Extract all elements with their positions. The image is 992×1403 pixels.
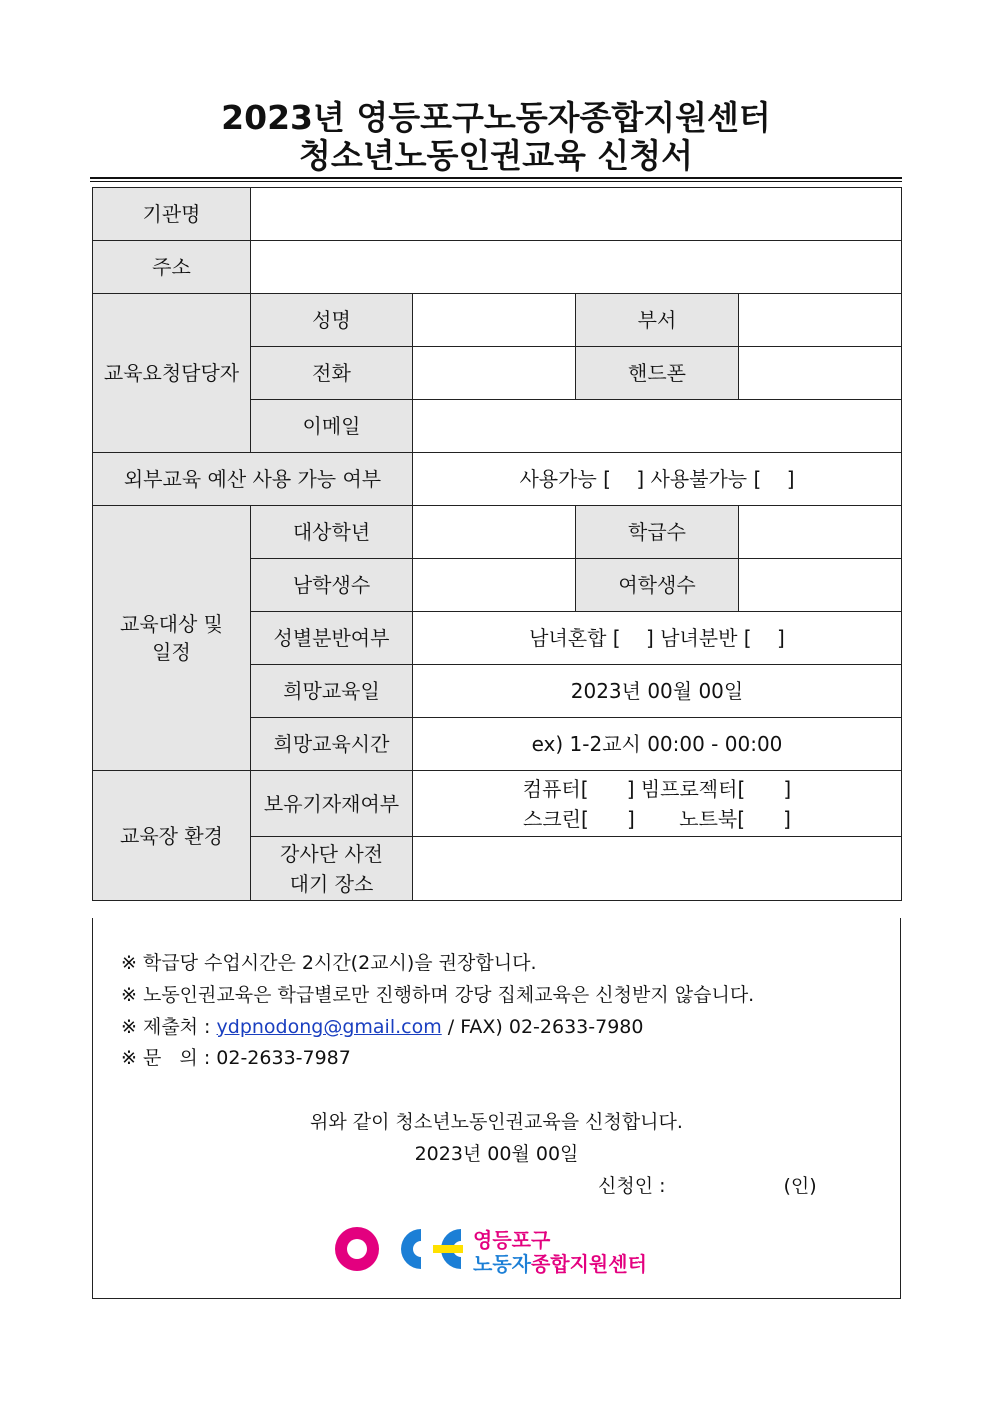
waiting-label-line1: 강사단 사전 — [280, 841, 383, 866]
equipment-options[interactable] — [413, 771, 902, 837]
logo-text-line1: 영등포구 — [473, 1228, 551, 1252]
center-logo — [333, 1223, 653, 1283]
budget-options[interactable]: 사용가능 [ ] 사용불가능 [ ] — [413, 453, 902, 506]
note-inquiry: ※ 문 의 : 02-2633-7987 — [121, 1047, 351, 1069]
org-label: 기관명 — [93, 188, 251, 241]
equipment-line1: 컴퓨터[ ] 빔프로젝터[ ] — [522, 776, 792, 801]
logo-text-line2 — [473, 1252, 647, 1276]
budget-label: 외부교육 예산 사용 가능 여부 — [93, 453, 413, 506]
gender-split-options[interactable]: 남녀혼합 [ ] 남녀분반 [ ] — [413, 612, 902, 665]
date-label: 희망교육일 — [251, 665, 413, 718]
row-address — [93, 241, 902, 294]
dept-label: 부서 — [576, 294, 739, 347]
row-budget — [93, 453, 902, 506]
address-label: 주소 — [93, 241, 251, 294]
applicant-line — [598, 1173, 817, 1199]
logo-circle-inner — [347, 1239, 367, 1259]
title-divider-thin — [90, 181, 902, 182]
equipment-label: 보유기자재여부 — [251, 771, 413, 837]
email-link[interactable]: ydpnodong@gmail.com — [216, 1016, 442, 1038]
application-form-table — [92, 187, 902, 901]
waiting-input[interactable] — [413, 837, 902, 901]
note-class-hours: ※ 학급당 수업시간은 2시간(2교시)을 권장합니다. — [121, 952, 537, 974]
female-input[interactable] — [739, 559, 902, 612]
logo-c-shape — [401, 1229, 421, 1269]
row-org — [93, 188, 902, 241]
logo-text-part-a: 노동자 — [473, 1252, 531, 1276]
row-grade — [93, 506, 902, 559]
email-label: 이메일 — [251, 400, 413, 453]
time-value[interactable]: ex) 1-2교시 00:00 - 00:00 — [413, 718, 902, 771]
document-title-line2: 청소년노동인권교육 신청서 — [298, 136, 694, 175]
row-name — [93, 294, 902, 347]
class-count-label: 학급수 — [576, 506, 739, 559]
env-label: 교육장 환경 — [93, 771, 251, 901]
waiting-label-line2: 대기 장소 — [289, 871, 374, 896]
mobile-label: 핸드폰 — [576, 347, 739, 400]
time-label: 희망교육시간 — [251, 718, 413, 771]
target-label-line2: 일정 — [152, 640, 191, 664]
email-input[interactable] — [413, 400, 902, 453]
name-label: 성명 — [251, 294, 413, 347]
logo-text-part-b: 종합지원센터 — [530, 1252, 647, 1276]
gender-split-label: 성별분반여부 — [251, 612, 413, 665]
logo-graphic — [333, 1223, 653, 1283]
seal-mark: (인) — [783, 1175, 817, 1197]
applicant-label: 신청인 : — [598, 1175, 666, 1197]
application-statement: 위와 같이 청소년노동인권교육을 신청합니다. — [310, 1111, 683, 1133]
note-submission-prefix: ※ 제출처 : — [121, 1016, 217, 1038]
note-submission-fax: / FAX) 02-2633-7980 — [441, 1016, 644, 1038]
male-label: 남학생수 — [251, 559, 413, 612]
mobile-input[interactable] — [739, 347, 902, 400]
row-equipment — [93, 771, 902, 837]
contact-label: 교육요청담당자 — [93, 294, 251, 453]
date-value[interactable]: 2023년 00월 00일 — [413, 665, 902, 718]
dept-input[interactable] — [739, 294, 902, 347]
note-class-only: ※ 노동인권교육은 학급별로만 진행하며 강당 집체교육은 신청받지 않습니다. — [121, 984, 755, 1006]
grade-label: 대상학년 — [251, 506, 413, 559]
female-label: 여학생수 — [576, 559, 739, 612]
class-count-input[interactable] — [739, 506, 902, 559]
application-date: 2023년 00월 00일 — [414, 1143, 579, 1165]
phone-input[interactable] — [413, 347, 576, 400]
logo-yellow-bar — [433, 1245, 463, 1253]
note-submission — [121, 1014, 643, 1040]
name-input[interactable] — [413, 294, 576, 347]
waiting-label — [251, 837, 413, 901]
notes-section — [92, 918, 901, 1299]
equipment-line2: 스크린[ ] 노트북[ ] — [523, 806, 791, 831]
male-input[interactable] — [413, 559, 576, 612]
target-label-line1: 교육대상 및 — [120, 612, 223, 636]
document-title-line1: 2023년 영등포구노동자종합지원센터 — [221, 98, 771, 137]
address-input[interactable] — [251, 241, 902, 294]
org-input[interactable] — [251, 188, 902, 241]
phone-label: 전화 — [251, 347, 413, 400]
target-label — [93, 506, 251, 771]
title-divider-thick — [90, 177, 902, 179]
grade-input[interactable] — [413, 506, 576, 559]
